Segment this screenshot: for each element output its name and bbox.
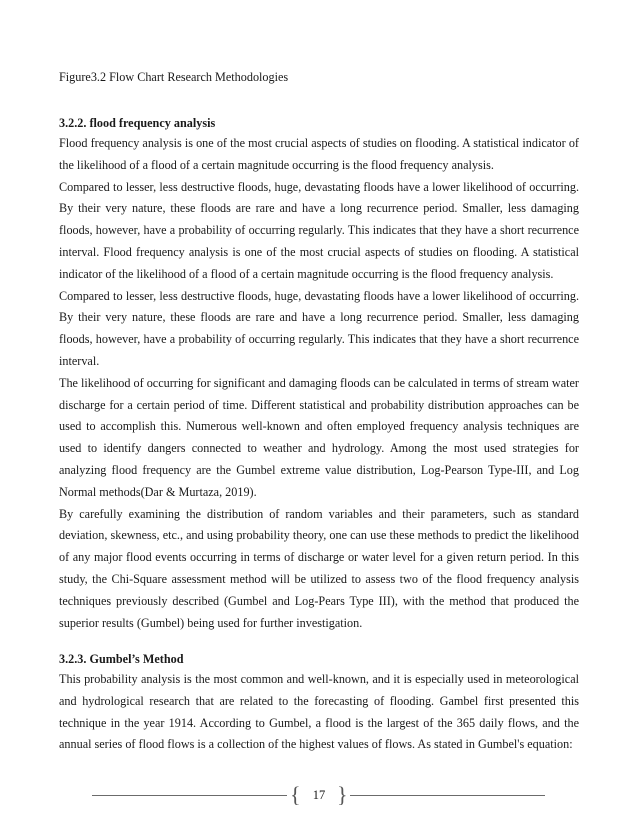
section-body-gumbel — [59, 669, 579, 756]
paragraph: The likelihood of occurring for significant and damaging floods can be calculated in terms of stream water discharge for a certain period of time. Different statistical and probability distribution approaches can be used to accomplish this. Numerous well-known and often employed frequency analysis techniques are used to identify dangers connected to weather and hydrology. Among the most used strategies for analyzing flood frequency are the Gumbel extreme value distribution, Log-Pearson Type-III, and Log Normal methods(Dar & Murtaza, 2019). — [59, 375, 579, 499]
page-footer — [0, 782, 638, 810]
footer-rule-left — [92, 795, 287, 796]
left-brace-ornament: { — [290, 782, 301, 807]
paragraph: Flood frequency analysis is one of the most crucial aspects of studies on flooding. A statistical indicator of the likelihood of a flood of a certain magnitude occurring is the flood frequency analysis. — [59, 136, 579, 172]
section-heading-gumbel: 3.2.3. Gumbel’s Method — [59, 652, 184, 666]
figure-caption: Figure3.2 Flow Chart Research Methodologies — [59, 70, 289, 84]
paragraph: This probability analysis is the most common and well-known, and it is especially used in meteorological and hydrological research that are related to the forecasting of flooding. Gambel first presented this technique in the year 1914. According to Gumbel, a flood is the largest of the 365 daily flows, and the annual series of flood flows is a collection of the highest values of flows. As stated in Gumbel's equation: — [59, 672, 579, 752]
paragraph: By carefully examining the distribution of random variables and their parameters, such as standard deviation, skewness, etc., and using probability theory, one can use these methods to predict the likelihood of any major flood events occurring in terms of discharge or water level for a given return period. In this study, the Chi-Square assessment method will be utilized to assess two of the flood frequency analysis techniques previously described (Gumbel and Log-Pears Type III), with the method that produced the superior results (Gumbel) being used for further investigation. — [59, 506, 579, 630]
paragraph: Compared to lesser, less destructive floods, huge, devastating floods have a lower likelihood of occurring. By their very nature, these floods are rare and have a long recurrence period. Smaller, less damaging floods, however, have a probability of occurring regularly. This indicates that they have a short recurrence interval. Flood frequency analysis is one of the most crucial aspects of studies on flooding. A statistical indicator of the likelihood of a flood of a certain magnitude occurring is the flood frequency analysis. — [59, 179, 579, 281]
section-heading-flood-frequency: 3.2.2. flood frequency analysis — [59, 116, 216, 130]
section-body-flood-frequency — [59, 133, 579, 634]
footer-rule-right — [350, 795, 545, 796]
right-brace-ornament: } — [337, 782, 348, 807]
paragraph: Compared to lesser, less destructive floods, huge, devastating floods have a lower likelihood of occurring. By their very nature, these floods are rare and have a long recurrence period. Smaller, less damaging floods, however, have a probability of occurring regularly. This indicates that they have a short recurrence interval. — [59, 288, 579, 368]
page-number: 17 — [312, 788, 326, 802]
